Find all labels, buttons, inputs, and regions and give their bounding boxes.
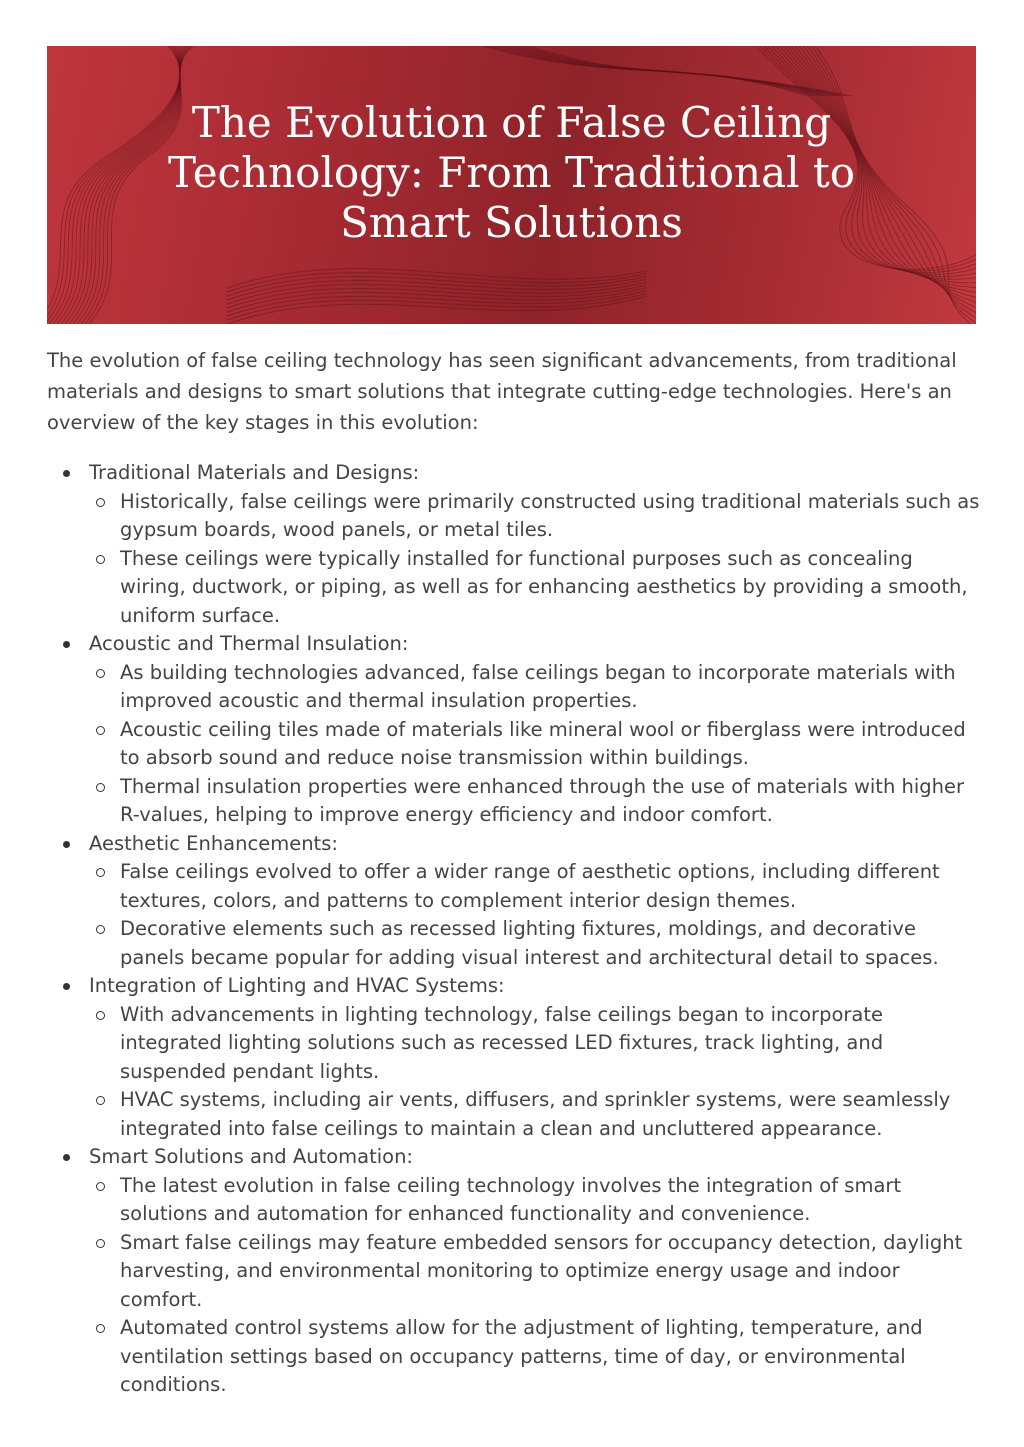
- section-heading: Traditional Materials and Designs:: [89, 461, 420, 484]
- section-heading: Integration of Lighting and HVAC Systems:: [89, 974, 505, 997]
- point-item: These ceilings were typically installed for functional purposes such as concealing wiring, ductwork, or piping, as well as for enhancing aesthetics by providing a smooth, uniform surface.: [89, 545, 982, 631]
- point-item: Acoustic ceiling tiles made of materials like mineral wool or fiberglass were introduced to absorb sound and reduce noise transmission within buildings.: [89, 716, 982, 773]
- point-item: Smart false ceilings may feature embedded sensors for occupancy detection, daylight harvesting, and environmental monitoring to optimize energy usage and indoor comfort.: [89, 1229, 982, 1315]
- section-points: [89, 488, 982, 631]
- header-banner: [47, 46, 976, 324]
- section-points: [89, 1172, 982, 1400]
- point-item: As building technologies advanced, false ceilings began to incorporate materials with improved acoustic and thermal insulation properties.: [89, 659, 982, 716]
- section-item: [47, 972, 982, 1143]
- section-item: [47, 830, 982, 973]
- section-item: [47, 459, 982, 630]
- section-points: [89, 1001, 982, 1144]
- section-heading: Aesthetic Enhancements:: [89, 831, 338, 855]
- section-heading: Acoustic and Thermal Insulation:: [89, 632, 409, 655]
- section-item: [47, 1143, 982, 1400]
- point-item: Historically, false ceilings were primarily constructed using traditional materials such as gypsum boards, wood panels, or metal tiles.: [89, 488, 982, 545]
- intro-paragraph: The evolution of false ceiling technology has seen significant advancements, from traditional materials and designs to smart solutions that integrate cutting-edge technologies. Here's an overview of the key stages in this evolution:: [47, 349, 957, 434]
- point-item: Automated control systems allow for the adjustment of lighting, temperature, and ventilation settings based on occupancy patterns, time of day, or environmental conditions.: [89, 1314, 982, 1400]
- section-points: [89, 858, 982, 972]
- evolution-outline: [47, 459, 982, 1400]
- point-item: False ceilings evolved to offer a wider range of aesthetic options, including different textures, colors, and patterns to complement interior design themes.: [89, 858, 982, 915]
- page-title: The Evolution of False Ceiling Technology: From Traditional to Smart Solutions: [167, 98, 856, 247]
- point-item: Thermal insulation properties were enhanced through the use of materials with higher R-values, helping to improve energy efficiency and indoor comfort.: [89, 773, 982, 830]
- section-points: [89, 659, 982, 830]
- section-heading: Smart Solutions and Automation:: [89, 1145, 414, 1168]
- point-item: HVAC systems, including air vents, diffusers, and sprinkler systems, were seamlessly integrated into false ceilings to maintain a clean and uncluttered appearance.: [89, 1086, 982, 1143]
- point-item: Decorative elements such as recessed lighting fixtures, moldings, and decorative panels became popular for adding visual interest and architectural detail to spaces.: [89, 915, 982, 972]
- point-item: With advancements in lighting technology, false ceilings began to incorporate integrated lighting solutions such as recessed LED fixtures, track lighting, and suspended pendant lights.: [89, 1001, 982, 1087]
- section-item: [47, 630, 982, 830]
- point-item: The latest evolution in false ceiling technology involves the integration of smart solutions and automation for enhanced functionality and convenience.: [89, 1172, 982, 1229]
